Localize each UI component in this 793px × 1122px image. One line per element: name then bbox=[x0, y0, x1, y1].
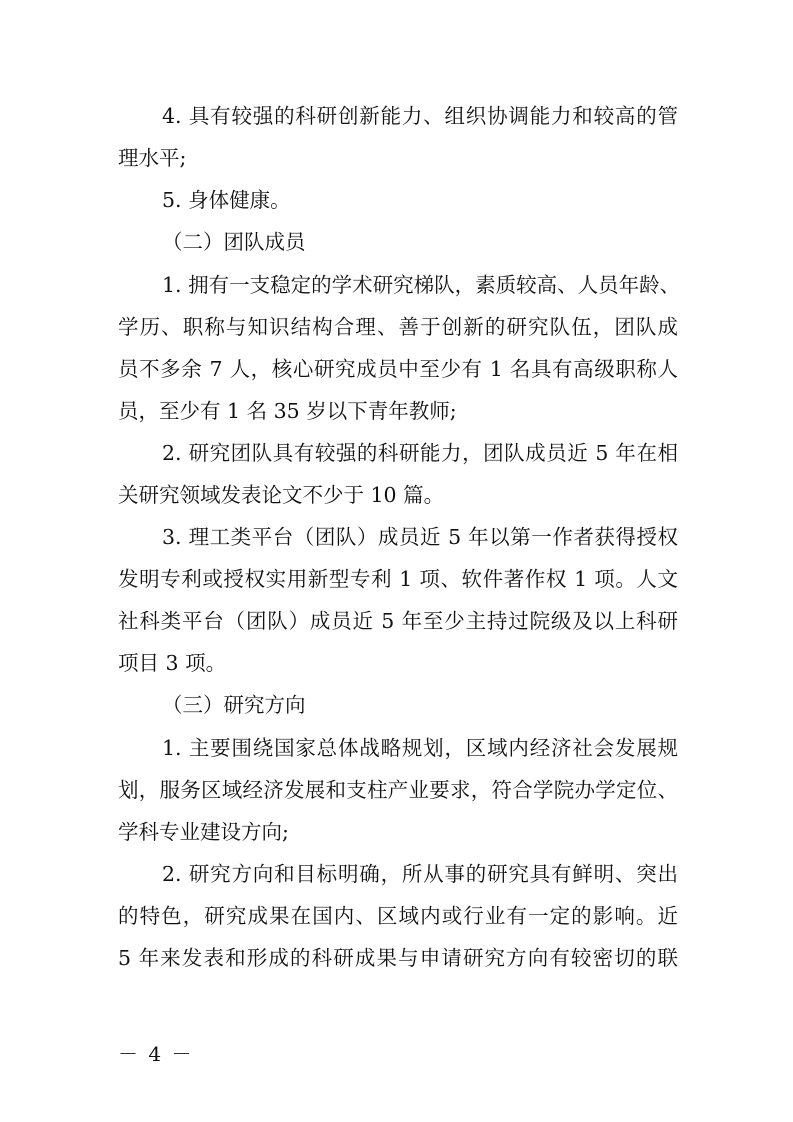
text-line: 5 年来发表和形成的科研成果与申请研究方向有较密切的联 bbox=[118, 946, 678, 970]
text-line: 学科专业建设方向; bbox=[118, 820, 289, 844]
text-line: 社科类平台（团队）成员近 5 年至少主持过院级及以上科研 bbox=[118, 609, 678, 633]
text-line: 学历、职称与知识结构合理、善于创新的研究队伍，团队成 bbox=[118, 315, 678, 339]
text-line: 4. 具有较强的科研创新能力、组织协调能力和较高的管 bbox=[162, 104, 678, 128]
text-line: 3. 理工类平台（团队）成员近 5 年以第一作者获得授权 bbox=[162, 525, 678, 549]
text-line: 的特色，研究成果在国内、区域内或行业有一定的影响。近 bbox=[118, 904, 678, 928]
text-line: 理水平; bbox=[118, 146, 187, 170]
text-line: 员不多余 7 人，核心研究成员中至少有 1 名具有高级职称人 bbox=[118, 357, 678, 381]
text-line: 1. 主要围绕国家总体战略规划，区域内经济社会发展规 bbox=[162, 736, 678, 760]
text-line: 1. 拥有一支稳定的学术研究梯队，素质较高、人员年龄、 bbox=[162, 273, 681, 297]
text-line: 2. 研究团队具有较强的科研能力，团队成员近 5 年在相 bbox=[162, 441, 678, 465]
text-line: 关研究领域发表论文不少于 10 篇。 bbox=[118, 483, 445, 507]
section-heading: （三）研究方向 bbox=[162, 693, 306, 717]
text-line: 员，至少有 1 名 35 岁以下青年教师; bbox=[118, 399, 457, 423]
section-heading: （二）团队成员 bbox=[162, 230, 306, 254]
text-line: 2. 研究方向和目标明确，所从事的研究具有鲜明、突出 bbox=[162, 862, 678, 886]
text-line: 发明专利或授权实用新型专利 1 项、软件著作权 1 项。人文 bbox=[118, 567, 678, 591]
page-number: － 4 － bbox=[118, 1042, 194, 1066]
text-line: 划，服务区域经济发展和支柱产业要求，符合学院办学定位、 bbox=[118, 778, 678, 802]
text-line: 5. 身体健康。 bbox=[162, 188, 291, 212]
text-line: 项目 3 项。 bbox=[118, 651, 227, 675]
